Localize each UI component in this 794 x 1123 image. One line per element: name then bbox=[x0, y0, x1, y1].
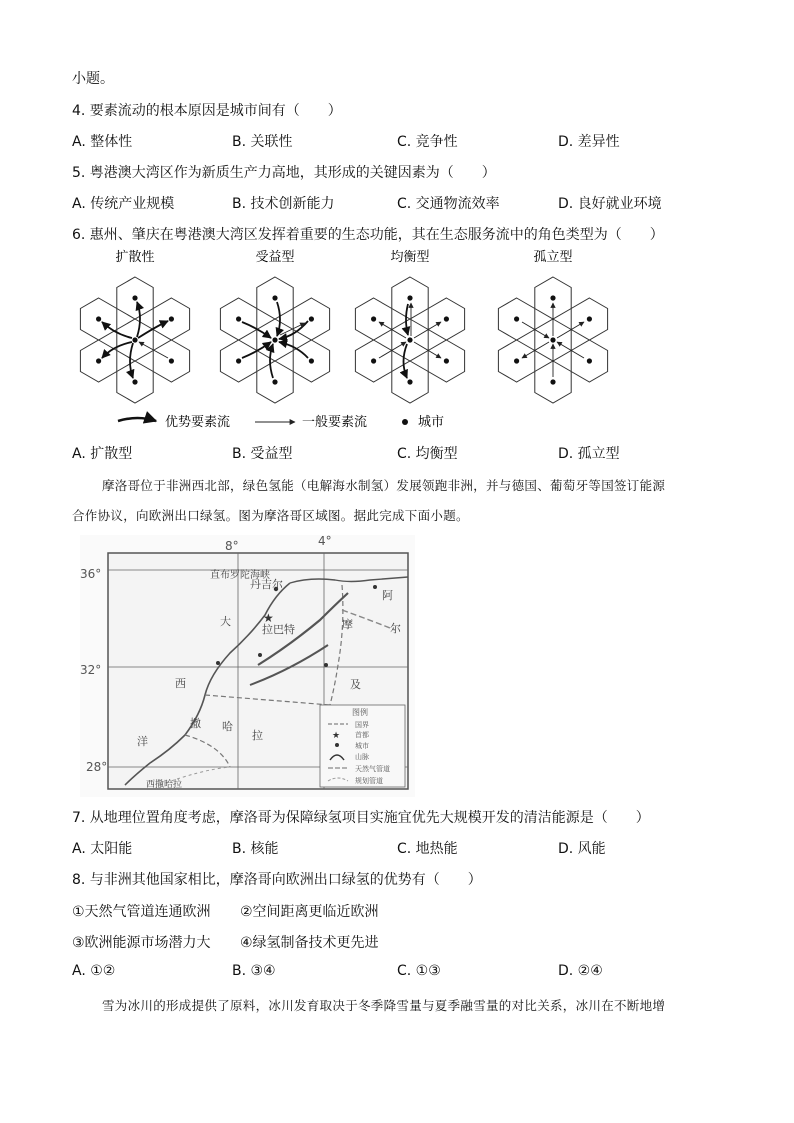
map-legend-city: 城市 bbox=[355, 742, 369, 750]
label-atlantic-2: 西 bbox=[175, 677, 186, 690]
q8-item-1: ①天然气管道连通欧洲 bbox=[72, 904, 211, 920]
cluster-diffusion bbox=[80, 277, 189, 403]
map-legend-title: 图例 bbox=[352, 708, 368, 717]
lon-label-4: 4° bbox=[318, 535, 332, 548]
cluster-isolated bbox=[498, 277, 607, 403]
q8-item-4: ④绿氢制备技术更先进 bbox=[240, 935, 379, 951]
label-atlantic-3: 洋 bbox=[137, 735, 148, 748]
q8-option-a[interactable]: A. ①② bbox=[72, 963, 116, 979]
passage-line-2: 合作协议，向欧洲出口绿氢。图为摩洛哥区域图。据此完成下面小题。 bbox=[72, 508, 469, 523]
q8-options bbox=[72, 963, 732, 983]
lon-label-8: 8° bbox=[225, 539, 239, 553]
label-algeria-2: 尔 bbox=[390, 622, 401, 635]
q7-options bbox=[72, 838, 732, 858]
cluster-benefit bbox=[220, 277, 329, 403]
q6-stem: 6. 惠州、肇庆在粤港澳大湾区发挥着重要的生态功能，其在生态服务流中的角色类型为（ ） bbox=[72, 227, 664, 243]
svg-text:★: ★ bbox=[263, 611, 274, 625]
q8-item-2: ②空间距离更临近欧洲 bbox=[240, 904, 379, 920]
q5-option-d[interactable]: D. 良好就业环境 bbox=[558, 196, 662, 212]
q5-option-c[interactable]: C. 交通物流效率 bbox=[397, 196, 500, 212]
legend-city: 城市 bbox=[418, 415, 445, 430]
q5-option-a[interactable]: A. 传统产业规模 bbox=[72, 196, 175, 212]
q6-options bbox=[72, 443, 732, 463]
map-legend-capital: 首都 bbox=[355, 731, 369, 739]
q8-option-b[interactable]: B. ③④ bbox=[232, 963, 276, 979]
q8-item-3: ③欧洲能源市场潜力大 bbox=[72, 935, 211, 951]
map-legend-border: 国界 bbox=[355, 721, 369, 729]
legend-dominant-flow: 优势要素流 bbox=[165, 415, 231, 430]
morocco-map bbox=[80, 535, 415, 797]
q5-option-b[interactable]: B. 技术创新能力 bbox=[232, 196, 335, 212]
element-flow-diagram bbox=[60, 245, 640, 440]
q7-option-d[interactable]: D. 风能 bbox=[558, 841, 606, 857]
label-tangier: 丹吉尔 bbox=[250, 578, 283, 591]
map-legend bbox=[320, 705, 405, 787]
q6-option-c[interactable]: C. 均衡型 bbox=[397, 446, 458, 462]
q6-option-d[interactable]: D. 孤立型 bbox=[558, 446, 620, 462]
legend-general-flow: 一般要素流 bbox=[302, 415, 368, 430]
q4-option-a[interactable]: A. 整体性 bbox=[72, 134, 133, 150]
label-morocco: 摩 bbox=[342, 618, 353, 631]
label-algeria-3: 及 bbox=[350, 678, 361, 691]
label-sahara-2: 哈 bbox=[222, 720, 233, 733]
passage-line-1: 摩洛哥位于非洲西北部，绿色氢能（电解海水制氢）发展领跑非洲，并与德国、葡萄牙等国签订能源 bbox=[102, 478, 666, 493]
label-gibraltar: 直布罗陀海峡 bbox=[210, 570, 270, 581]
diagram-title-2: 受益型 bbox=[255, 250, 295, 265]
q4-options bbox=[72, 131, 732, 151]
q4-option-b[interactable]: B. 关联性 bbox=[232, 134, 293, 150]
passage2-line-1: 雪为冰川的形成提供了原料，冰川发育取决于冬季降雪量与夏季融雪量的对比关系，冰川在不断地增 bbox=[102, 998, 666, 1013]
diagram-title-3: 均衡型 bbox=[390, 250, 430, 265]
lat-label-36: 36° bbox=[80, 567, 102, 581]
q8-items-row-2 bbox=[72, 932, 732, 952]
q6-option-b[interactable]: B. 受益型 bbox=[232, 446, 293, 462]
q6-option-a[interactable]: A. 扩散型 bbox=[72, 446, 133, 462]
svg-text:★: ★ bbox=[332, 731, 341, 741]
label-western-sahara: 西撒哈拉 bbox=[146, 780, 183, 790]
cluster-balanced bbox=[355, 277, 464, 403]
map-legend-pipeline: 天然气管道 bbox=[355, 765, 390, 773]
label-atlantic-1: 大 bbox=[220, 615, 231, 628]
q8-option-c[interactable]: C. ①③ bbox=[397, 963, 441, 979]
q5-stem: 5. 粤港澳大湾区作为新质生产力高地，其形成的关键因素为（ ） bbox=[72, 165, 496, 181]
q4-option-d[interactable]: D. 差异性 bbox=[558, 134, 620, 150]
q7-stem: 7. 从地理位置角度考虑，摩洛哥为保障绿氢项目实施宜优先大规模开发的清洁能源是（ ） bbox=[72, 810, 650, 826]
q5-options bbox=[72, 193, 732, 213]
label-sahara-1: 撒 bbox=[190, 717, 201, 730]
diagram-legend bbox=[118, 414, 444, 430]
diagram-title-4: 孤立型 bbox=[533, 250, 573, 265]
q4-option-c[interactable]: C. 竞争性 bbox=[397, 134, 458, 150]
map-legend-mountain: 山脉 bbox=[355, 753, 369, 761]
q8-option-d[interactable]: D. ②④ bbox=[558, 963, 603, 979]
label-rabat: 拉巴特 bbox=[262, 623, 295, 636]
diagram-title-1: 扩散性 bbox=[115, 250, 155, 265]
q7-option-b[interactable]: B. 核能 bbox=[232, 841, 279, 857]
lat-label-28: 28° bbox=[86, 760, 108, 774]
q7-option-a[interactable]: A. 太阳能 bbox=[72, 841, 133, 857]
label-sahara-3: 拉 bbox=[252, 729, 263, 742]
q7-option-c[interactable]: C. 地热能 bbox=[397, 841, 458, 857]
intro-tail: 小题。 bbox=[72, 71, 114, 87]
map-legend-planned: 规划管道 bbox=[355, 777, 383, 785]
q8-items-row-1 bbox=[72, 901, 732, 921]
q4-stem: 4. 要素流动的根本原因是城市间有（ ） bbox=[72, 103, 342, 119]
lat-label-32: 32° bbox=[80, 663, 102, 677]
label-algeria-1: 阿 bbox=[382, 589, 393, 602]
q8-stem: 8. 与非洲其他国家相比，摩洛哥向欧洲出口绿氢的优势有（ ） bbox=[72, 872, 482, 888]
